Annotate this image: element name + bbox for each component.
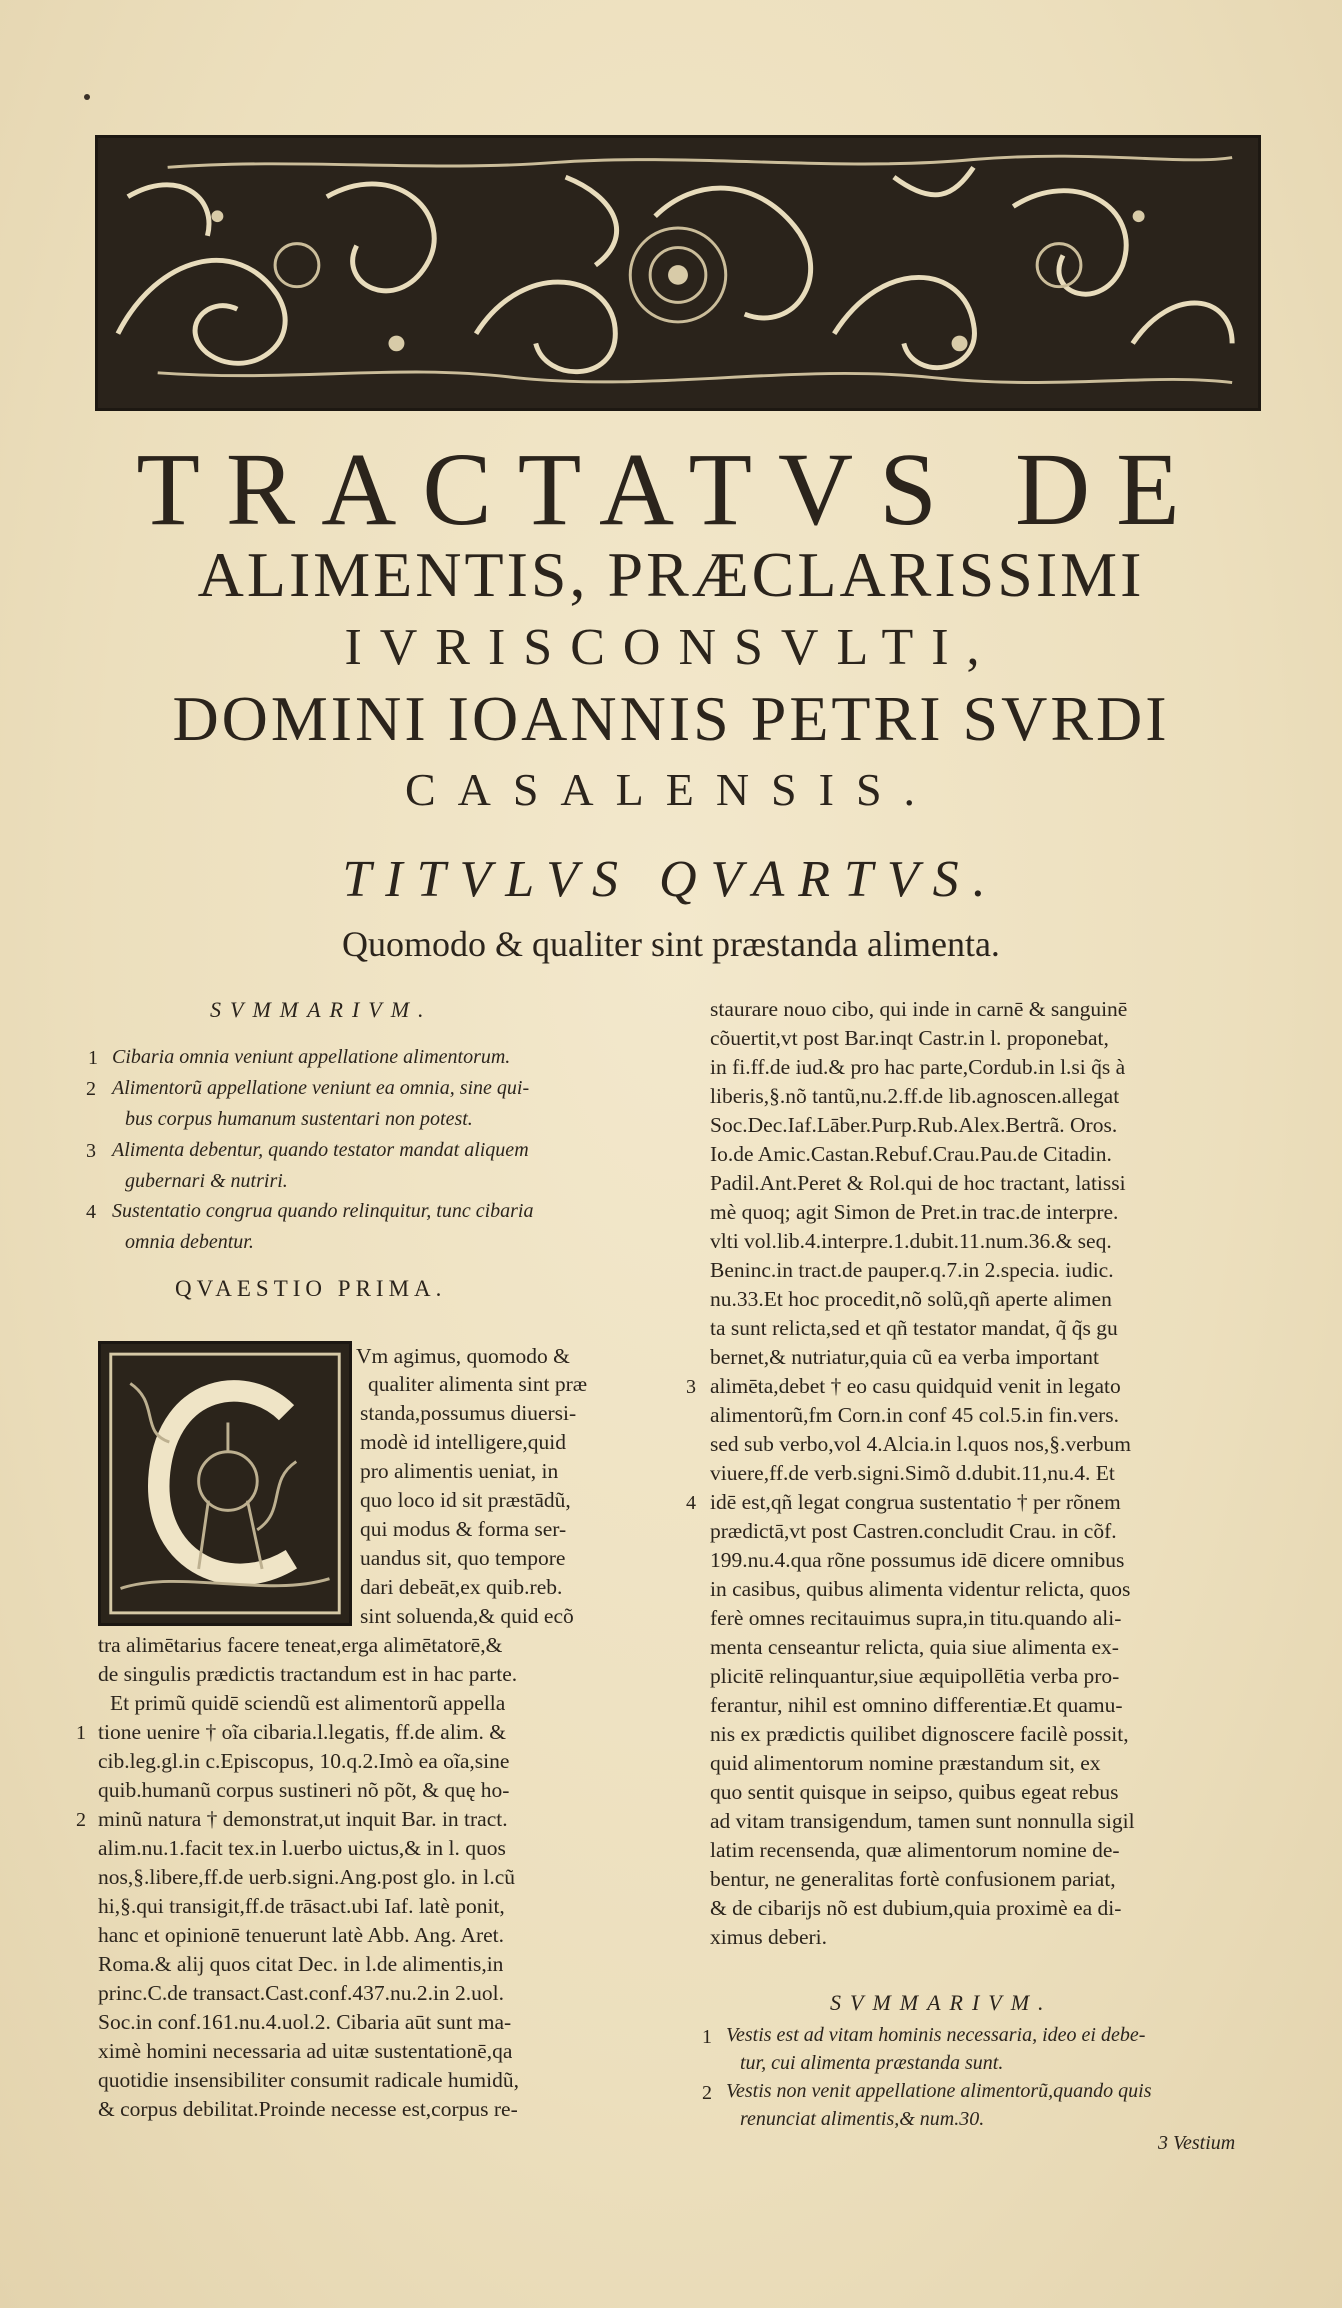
text-line: quo loco id sit præstādũ, (360, 1488, 571, 1512)
text-line: vlti vol.lib.4.interpre.1.dubit.11.num.36.& seq. (710, 1229, 1112, 1253)
text-line: de singulis prædictis tractandum est in hac parte. (98, 1662, 518, 1686)
text-line: Beninc.in tract.de pauper.q.7.in 2.specia. iudic. (710, 1258, 1114, 1282)
title-line-4: DOMINI IOANNIS PETRI SVRDI (172, 683, 1170, 754)
text-line: pro alimentis ueniat, in (360, 1459, 559, 1483)
text-line: Vm agimus, quomodo & (356, 1344, 570, 1368)
text-line: Et primũ quidē sciendũ est alimentorũ appella (110, 1691, 506, 1715)
summary-num: 4 (86, 1201, 96, 1223)
text-line: 199.nu.4.qua rõne possumus idē dicere omnibus (710, 1548, 1125, 1572)
catchword: 3 Vestium (1158, 2132, 1236, 2154)
text-line: in fi.ff.de iud.& pro hac parte,Cordub.in l.si q̃s à (710, 1055, 1126, 1079)
text-line: liberis,§.nõ tantũ,nu.2.ff.de lib.agnoscen.allegat (710, 1084, 1120, 1108)
text-line: nu.33.Et hoc procedit,nõ solũ,qñ aperte alimen (710, 1287, 1112, 1311)
text-line: hanc et opinionē tenuerunt latè Abb. Ang. Aret. (98, 1923, 505, 1947)
text-line: Soc.in conf.161.nu.4.uol.2. Cibaria aūt sunt ma- (98, 2010, 512, 2034)
text-line: alimēta,debet † eo casu quidquid venit in legato (710, 1374, 1121, 1398)
text-line: cõuertit,vt post Bar.inqt Castr.in l. proponebat, (710, 1026, 1109, 1050)
text-line: sint soluenda,& quid ecõ (360, 1604, 574, 1628)
text-line: plicitē relinquantur,siue æquipollētia verba pro- (710, 1664, 1120, 1688)
summary-item: Alimentorũ appellatione veniunt ea omnia, sine qui- (112, 1077, 530, 1099)
text-line: uandus sit, quo tempore (360, 1546, 566, 1570)
text-line: Padil.Ant.Peret & Rol.qui de hoc tractant, latissi (710, 1171, 1126, 1195)
decorated-initial-c (98, 1341, 352, 1626)
title-line-2: ALIMENTIS, PRÆCLARISSIMI (197, 539, 1145, 610)
text-line: ad vitam transigendum, tamen sunt nonnulla sigil (710, 1809, 1135, 1833)
text-line: viuere,ff.de verb.signi.Simõ d.dubit.11,nu.4. Et (710, 1461, 1115, 1485)
text-line: sed sub verbo,vol 4.Alcia.in l.quos nos,§.verbum (710, 1432, 1131, 1456)
text-line: ta sunt relicta,sed et qñ testator mandat, q̃ q̃s gu (710, 1316, 1118, 1340)
left-summary-heading: SVMMARIVM. (210, 997, 433, 1022)
text-line: quotidie insensibiliter consumit radicale humidũ, (98, 2068, 519, 2092)
text-line: quib.humanũ corpus sustineri nõ põt, & quę ho- (98, 1778, 510, 1802)
summary-item: tur, cui alimenta præstanda sunt. (740, 2052, 1004, 2074)
summary-num: 3 (86, 1140, 96, 1162)
margin-number: 4 (686, 1492, 696, 1514)
text-line: & corpus debilitat.Proinde necesse est,corpus re- (98, 2097, 518, 2121)
text-line: princ.C.de transact.Cast.conf.437.nu.2.in 2.uol. (98, 1981, 505, 2005)
text-line: alimentorũ,fm Corn.in conf 45 col.5.in fin.vers. (710, 1403, 1120, 1427)
text-line: hi,§.qui transigit,ff.de trāsact.ubi Iaf. latè ponit, (98, 1894, 505, 1918)
summary-item: Vestis est ad vitam hominis necessaria, ideo ei debe- (726, 2024, 1146, 2046)
text-line: Io.de Amic.Castan.Rebuf.Crau.Pau.de Citadin. (710, 1142, 1112, 1166)
text-line: cib.leg.gl.in c.Episcopus, 10.q.2.Imò ea oĩa,sine (98, 1749, 510, 1773)
text-line: minũ natura † demonstrat,ut inquit Bar. in tract. (98, 1807, 508, 1831)
text-line: idē est,qñ legat congrua sustentatio † per rõnem (710, 1490, 1121, 1514)
text-line: Soc.Dec.Iaf.Lāber.Purp.Rub.Alex.Bertrã. Oros. (710, 1113, 1118, 1137)
text-line: menta censeantur relicta, quia siue alimenta ex- (710, 1635, 1119, 1659)
titulus-subtitle: Quomodo & qualiter sint præstanda alimenta. (342, 924, 1000, 964)
text-line: tra alimētarius facere teneat,erga alimētatorē,& (98, 1633, 503, 1657)
text-line: nos,§.libere,ff.de uerb.signi.Ang.post glo. in l.cũ (98, 1865, 516, 1889)
text-line: quo sentit quisque in seipso, quibus egeat rebus (710, 1780, 1119, 1804)
text-line: ferè omnes recitauimus supra,in titu.quando ali- (710, 1606, 1122, 1630)
summary-num: 1 (702, 2026, 712, 2048)
text-line: in casibus, quibus alimenta videntur relicta, quos (710, 1577, 1131, 1601)
titulus-heading: TITVLVS QVARTVS. (342, 851, 1000, 908)
summary-item: gubernari & nutriri. (125, 1170, 288, 1192)
text-line: standa,possumus diuersi- (360, 1401, 577, 1425)
text-line: modè id intelligere,quid (360, 1430, 566, 1454)
text-line: tione uenire † oĩa cibaria.l.legatis, ff.de alim. & (98, 1720, 506, 1744)
margin-number: 3 (686, 1376, 696, 1398)
summary-num: 1 (88, 1047, 98, 1069)
summary-item: omnia debentur. (125, 1231, 254, 1253)
text-line: bernet,& nutriatur,quia cũ ea verba important (710, 1345, 1099, 1369)
summary-item: Alimenta debentur, quando testator mandat aliquem (112, 1139, 529, 1161)
right-summary-heading: SVMMARIVM. (830, 1990, 1053, 2015)
text-line: staurare nouo cibo, qui inde in carnē & sanguinē (710, 997, 1128, 1021)
summary-num: 2 (86, 1078, 96, 1100)
margin-number: 1 (76, 1722, 86, 1744)
summary-num: 2 (702, 2082, 712, 2104)
text-line: dari debeāt,ex quib.reb. (360, 1575, 563, 1599)
quaestio-heading: QVAESTIO PRIMA. (175, 1276, 447, 1301)
title-line-3: IVRISCONSVLTI, (344, 619, 998, 676)
text-line: bentur, ne generalitas fortè confusionem pariat, (710, 1867, 1116, 1891)
summary-item: renunciat alimentis,& num.30. (740, 2108, 985, 2130)
text-line: qui modus & forma ser- (360, 1517, 567, 1541)
text-line: ferantur, nihil est omnino differentiæ.Et quamu- (710, 1693, 1123, 1717)
text-line: ximus deberi. (710, 1925, 828, 1949)
title-line-1: TRACTATVS DE (136, 432, 1206, 547)
summary-item: Vestis non venit appellatione alimentorũ,quando quis (726, 2080, 1152, 2102)
summary-item: Sustentatio congrua quando relinquitur, tunc cibaria (112, 1200, 534, 1222)
text-line: & de cibarijs nõ est dubium,quia proximè ea di- (710, 1896, 1122, 1920)
title-line-5: CASALENSIS. (404, 764, 938, 815)
text-line: Roma.& alij quos citat Dec. in l.de alimentis,in (98, 1952, 504, 1976)
text-line: quid alimentorum nomine præstandum sit, ex (710, 1751, 1101, 1775)
text-line: latim recensenda, quæ alimentorum nomine de- (710, 1838, 1120, 1862)
text-line: nis ex prædictis quilibet dignoscere facilè possit, (710, 1722, 1129, 1746)
text-line: prædictā,vt post Castren.concludit Crau. in cõf. (710, 1519, 1117, 1543)
ink-dot (84, 94, 90, 100)
text-line: alim.nu.1.facit tex.in l.uerbo uictus,& in l. quos (98, 1836, 506, 1860)
text-line: ximè homini necessaria ad uitæ sustentationē,qa (98, 2039, 513, 2063)
summary-item: Cibaria omnia veniunt appellatione alimentorum. (112, 1046, 511, 1068)
text-line: qualiter alimenta sint præ (368, 1372, 588, 1396)
ornamental-headpiece (95, 135, 1261, 411)
summary-item: bus corpus humanum sustentari non potest. (125, 1108, 473, 1130)
margin-number: 2 (76, 1809, 86, 1831)
text-line: mè quoq; agit Simon de Pret.in trac.de interpre. (710, 1200, 1119, 1224)
